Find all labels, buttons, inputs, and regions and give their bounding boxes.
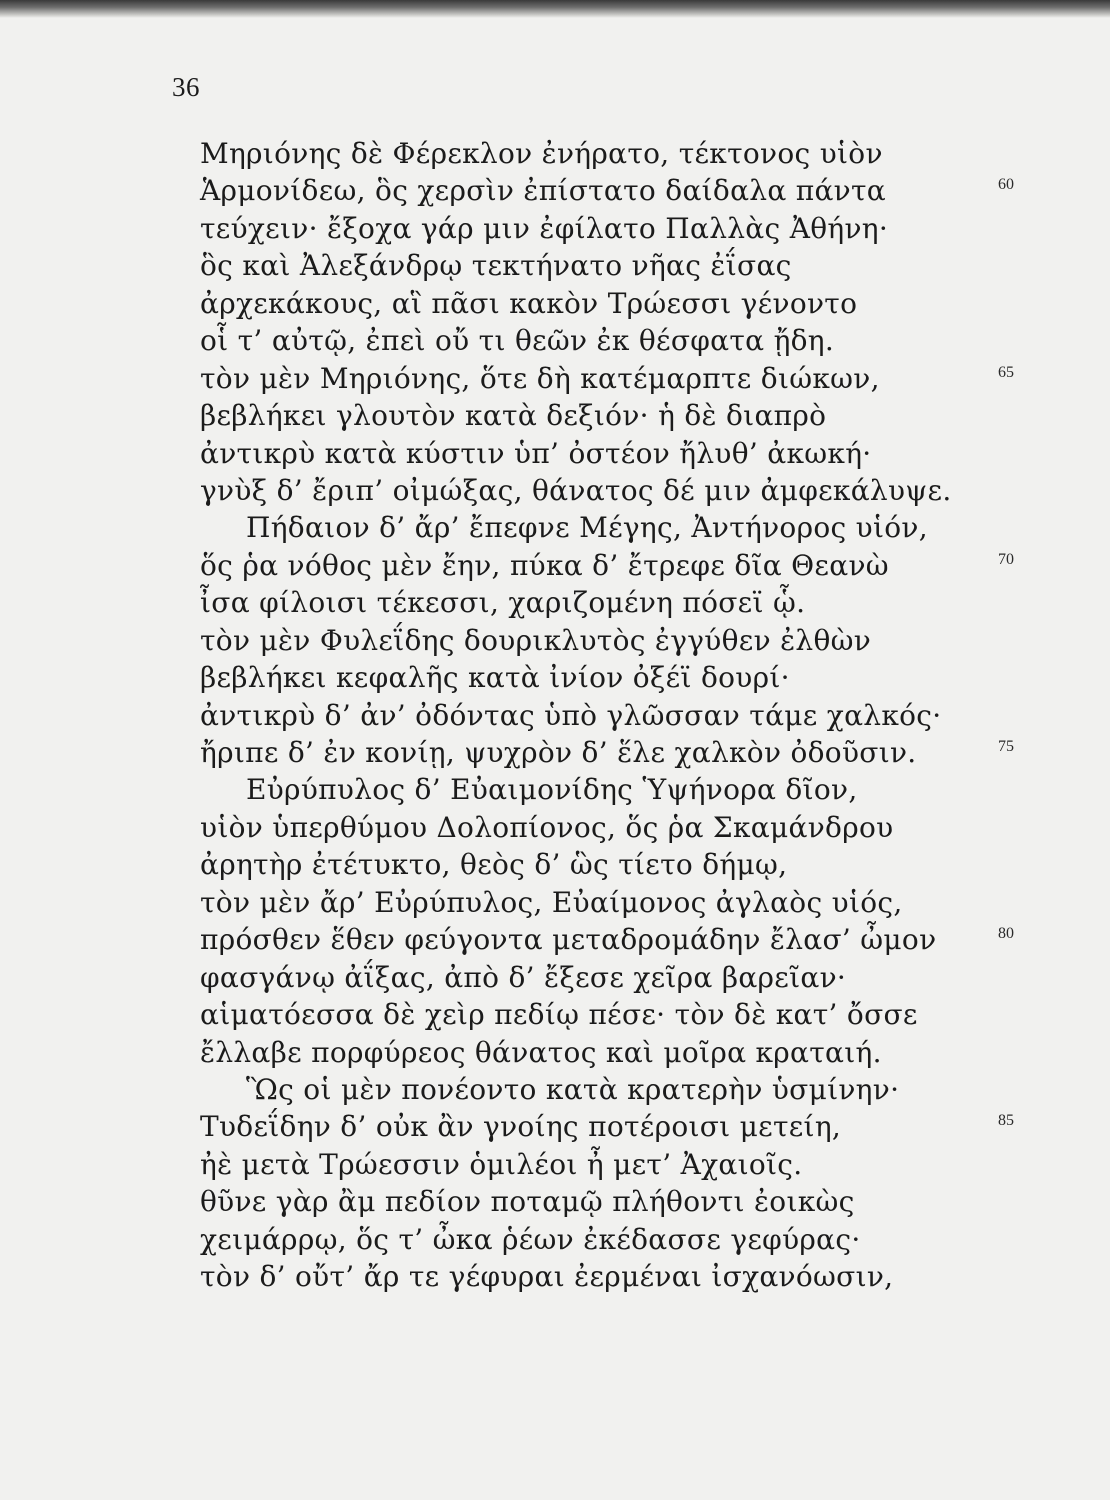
verse-text: Μηριόνης δὲ Φέρεκλον ἐνήρατο, τέκτονος υἱὸν [200, 137, 883, 170]
verse-line [200, 247, 1040, 284]
verse-text: τεύχειν· ἔξοχα γάρ μιν ἐφίλατο Παλλὰς Ἀθήνη· [200, 211, 889, 245]
verse-line [200, 771, 1040, 808]
verse-line [200, 172, 1040, 209]
verse-text: θῦνε γὰρ ἂμ πεδίον ποταμῷ πλήθοντι ἐοικὼς [200, 1185, 855, 1219]
verse-line [200, 285, 1040, 322]
verse-text: ὃς καὶ Ἀλεξάνδρῳ τεκτήνατο νῆας ἐΐσας [200, 249, 792, 283]
verse-line [200, 622, 1040, 659]
verse-text: τὸν μὲν Μηριόνης, ὅτε δὴ κατέμαρπτε διώκων, [200, 361, 880, 395]
verse-line [200, 435, 1040, 472]
verse-line [200, 959, 1040, 996]
verse-text: Ὣς οἱ μὲν πονέοντο κατὰ κρατερὴν ὑσμίνην· [246, 1072, 900, 1106]
verse-text: ἀντικρὺ κατὰ κύστιν ὑπ’ ὀστέον ἤλυθ’ ἀκωκή· [200, 436, 872, 470]
verse-line [200, 884, 1040, 921]
verse-line [200, 921, 1040, 958]
verse-line [200, 322, 1040, 359]
verse-text: τὸν μὲν Φυλεΐδης δουρικλυτὸς ἐγγύθεν ἐλθὼν [200, 623, 872, 657]
verse-line [200, 1034, 1040, 1071]
line-number: 60 [998, 176, 1014, 194]
verse-text: αἱματόεσσα δὲ χεὶρ πεδίῳ πέσε· τὸν δὲ κατ’ ὄσσε [200, 998, 918, 1032]
verse-text: ἶσα φίλοισι τέκεσσι, χαριζομένη πόσεϊ ᾧ. [200, 586, 806, 620]
line-number: 65 [998, 363, 1014, 381]
verse-text: βεβλήκει κεφαλῆς κατὰ ἰνίον ὀξέϊ δουρί· [200, 661, 790, 695]
verse-line [200, 1146, 1040, 1183]
verse-text: ἀντικρὺ δ’ ἀν’ ὀδόντας ὑπὸ γλῶσσαν τάμε χαλκός· [200, 698, 942, 732]
verse-line [200, 210, 1040, 247]
verse-text: ὅς ῥα νόθος μὲν ἔην, πύκα δ’ ἔτρεφε δῖα Θεανὼ [200, 548, 889, 582]
verse-text: τὸν μὲν ἄρ’ Εὐρύπυλος, Εὐαίμονος ἀγλαὸς υἱός, [200, 885, 903, 919]
verse-line [200, 809, 1040, 846]
verse-line [200, 135, 1040, 172]
verse-line [200, 659, 1040, 696]
verse-line [200, 397, 1040, 434]
verse-line [200, 1183, 1040, 1220]
verse-line [200, 1108, 1040, 1145]
verse-text: χειμάρρῳ, ὅς τ’ ὦκα ῥέων ἐκέδασσε γεφύρας· [200, 1222, 861, 1256]
verse-line [200, 846, 1040, 883]
verse-text: γνὺξ δ’ ἔριπ’ οἰμώξας, θάνατος δέ μιν ἀμφεκάλυψε. [200, 473, 952, 507]
verse-text: Ἁρμονίδεω, ὃς χερσὶν ἐπίστατο δαίδαλα πάντα [200, 174, 886, 208]
verse-line [200, 360, 1040, 397]
verse-line [200, 1071, 1040, 1108]
verse-line [200, 1258, 1040, 1295]
verse-line [200, 734, 1040, 771]
verse-line [200, 584, 1040, 621]
verse-line [200, 547, 1040, 584]
verse-text: ἔλλαβε πορφύρεος θάνατος καὶ μοῖρα κραταιή. [200, 1035, 882, 1069]
verse-line [200, 509, 1040, 546]
verse-line [200, 697, 1040, 734]
verse-text: πρόσθεν ἕθεν φεύγοντα μεταδρομάδην ἔλασ’ ὦμον [200, 923, 937, 957]
verse-text: Τυδεΐδην δ’ οὐκ ἂν γνοίης ποτέροισι μετείη, [200, 1110, 842, 1144]
line-number: 70 [998, 550, 1014, 568]
verse-text: ἤριπε δ’ ἐν κονίῃ, ψυχρὸν δ’ ἕλε χαλκὸν ὀδοῦσιν. [200, 736, 917, 769]
verse-text: Πήδαιον δ’ ἄρ’ ἔπεφνε Μέγης, Ἀντήνορος υἱόν, [246, 511, 928, 545]
verse-text: ἀρητὴρ ἐτέτυκτο, θεὸς δ’ ὣς τίετο δήμῳ, [200, 848, 788, 882]
verse-line [200, 1221, 1040, 1258]
verse-line [200, 472, 1040, 509]
line-number: 80 [998, 925, 1014, 943]
verse-text: βεβλήκει γλουτὸν κατὰ δεξιόν· ἡ δὲ διαπρὸ [200, 399, 827, 433]
verse-text: Εὐρύπυλος δ’ Εὐαιμονίδης Ὑψήνορα δῖον, [246, 773, 858, 807]
line-number: 75 [998, 738, 1014, 755]
line-number: 85 [998, 1112, 1014, 1130]
page-number: 36 [172, 72, 200, 102]
verse-text: φασγάνῳ ἀΐξας, ἀπὸ δ’ ἔξεσε χεῖρα βαρεῖαν· [200, 960, 847, 994]
verse-text: οἷ τ’ αὐτῷ, ἐπεὶ οὔ τι θεῶν ἐκ θέσφατα ᾔδη. [200, 324, 835, 358]
verse-text: τὸν δ’ οὔτ’ ἄρ τε γέφυραι ἐερμέναι ἰσχανόωσιν, [200, 1260, 894, 1294]
page-top-edge [0, 0, 1110, 18]
verse-line [200, 996, 1040, 1033]
verse-text: υἱὸν ὑπερθύμου Δολοπίονος, ὅς ῥα Σκαμάνδρου [200, 810, 894, 844]
verse-text: ἠὲ μετὰ Τρώεσσιν ὁμιλέοι ἦ μετ’ Ἀχαιοῖς. [200, 1147, 803, 1181]
verse-block [200, 135, 1040, 1296]
verse-text: ἀρχεκάκους, αἳ πᾶσι κακὸν Τρώεσσι γένοντο [200, 286, 858, 320]
